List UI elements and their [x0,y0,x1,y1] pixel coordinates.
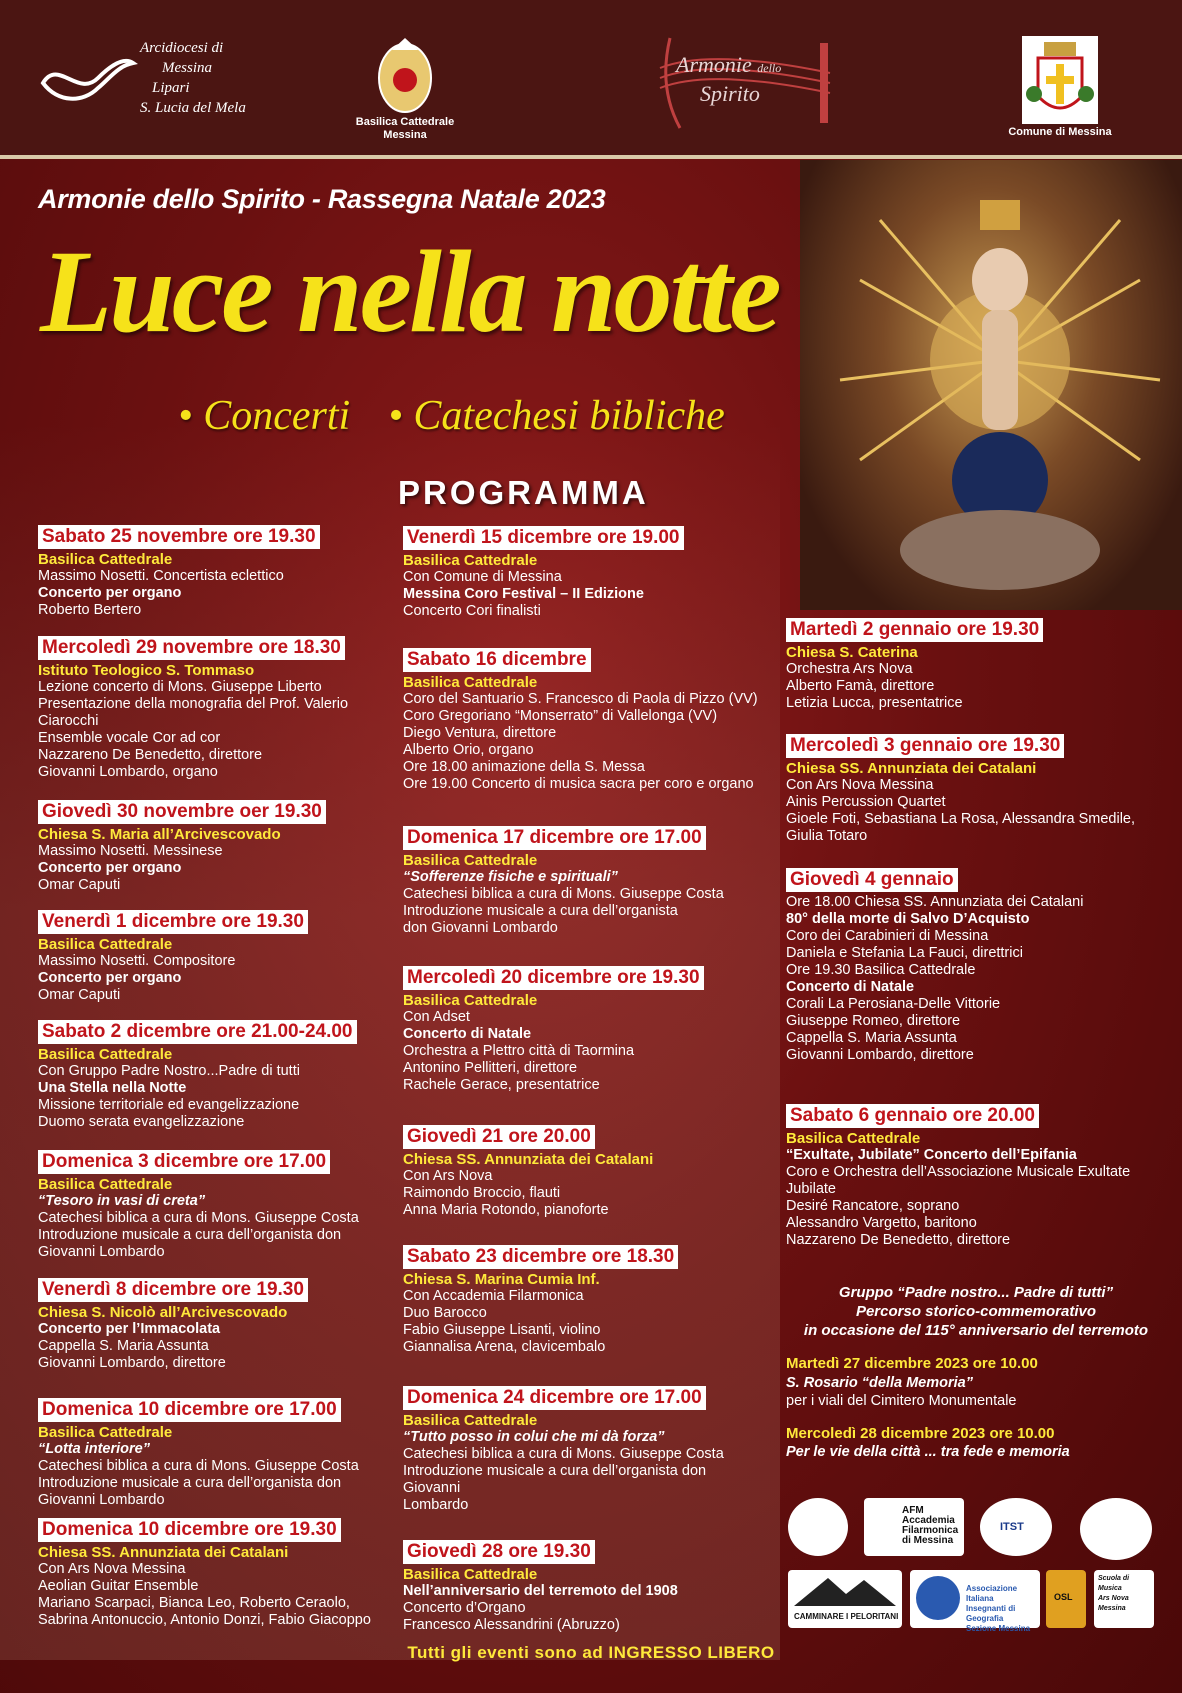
event-detail-line: Desiré Rancatore, soprano [786,1198,960,1214]
event-detail-line: Con Ars Nova Messina [786,777,934,793]
event-venue: Chiesa SS. Annunziata dei Catalani [403,1151,654,1168]
event-detail-line: Giannalisa Arena, clavicembalo [403,1339,606,1355]
event-detail-line: Orchestra Ars Nova [786,661,913,677]
event-item [403,1540,763,1634]
event-detail-line: Concerto di Natale [786,979,915,995]
event-detail-line: Catechesi biblica a cura di Mons. Giuseppe Costa [403,886,724,902]
event-item [786,734,1166,845]
sponsor-camminare: CAMMINARE I PELORITANI [788,1570,902,1628]
event-date: Giovedì 21 ore 20.00 [403,1125,595,1149]
event-item [38,1398,398,1509]
event-detail-line: Nazzareno De Benedetto, direttore [38,747,263,763]
papal-emblem-icon [372,30,438,116]
event-item [38,1020,398,1131]
event-detail-line: Duo Barocco [403,1305,487,1321]
event-venue: Chiesa S. Maria all’Arcivescovado [38,826,281,843]
footer-free-entry: Tutti gli eventi sono ad INGRESSO LIBERO [407,1643,775,1662]
basilica-caption: Basilica Cattedrale Messina [355,116,455,141]
poster-title: Luce nella notte [40,226,779,357]
event-detail-line: don Giovanni Lombardo [403,920,558,936]
event-venue: Basilica Cattedrale [403,852,538,869]
gruppo-line-1b: per i viali del Cimitero Monumentale [786,1393,1017,1409]
event-detail-line: Giulia Totaro [786,828,868,844]
event-detail-line: Introduzione musicale a cura dell’organista don Giovanni [403,1463,707,1496]
sponsor-osl: OSL [1046,1570,1086,1628]
event-item [38,636,398,781]
gruppo-padre-nostro-block: Gruppo “Padre nostro... Padre di tutti” Percorso storico-commemorativo in occasione del 115° anniversario del terremoto [803,1284,1149,1339]
event-date: Martedì 2 gennaio ore 19.30 [786,618,1043,642]
event-detail-line: Orchestra a Plettro città di Taormina [403,1043,635,1059]
event-detail-line: Cappella S. Maria Assunta [786,1030,957,1046]
event-detail-line: Concerto per organo [38,860,182,876]
event-venue: Basilica Cattedrale [38,1424,173,1441]
comune-crest [1022,36,1098,124]
event-date: Venerdì 8 dicembre ore 19.30 [38,1278,308,1302]
event-venue: Basilica Cattedrale [786,1130,921,1147]
event-date: Venerdì 15 dicembre ore 19.00 [403,526,684,550]
event-detail-line: Lombardo [403,1497,469,1513]
event-detail-line: Anna Maria Rotondo, pianoforte [403,1202,609,1218]
event-detail-line: Coro Gregoriano “Monserrato” di Vallelonga (VV) [403,708,718,724]
event-detail-line: Alberto Famà, direttore [786,678,935,694]
event-detail-line: Omar Caputi [38,987,121,1003]
event-detail-line: Concerto di Natale [403,1026,532,1042]
event-detail-line: Antonino Pellitteri, direttore [403,1060,578,1076]
event-detail-line: Alessandro Vargetto, baritono [786,1215,977,1231]
event-venue: Chiesa SS. Annunziata dei Catalani [786,760,1037,777]
event-venue: Basilica Cattedrale [403,552,538,569]
event-series-subtitle: Armonie dello Spirito - Rassegna Natale 2023 [38,184,606,214]
event-detail-line: Coro del Santuario S. Francesco di Paola di Pizzo (VV) [403,691,758,707]
event-detail-line: Gioele Foti, Sebastiana La Rosa, Alessandra Smedile, [786,811,1136,827]
event-detail-line: Presentazione della monografia del Prof. Valerio [38,696,349,712]
event-detail-line: “Lotta interiore” [38,1441,150,1457]
event-detail-line: Catechesi biblica a cura di Mons. Giuseppe Costa [38,1210,359,1226]
event-detail-line: Concerto per organo [38,970,182,986]
event-detail-line: Con Accademia Filarmonica [403,1288,584,1304]
tagline: • Concerti • Catechesi bibliche [178,393,725,439]
sponsor-itst: ITST [980,1498,1052,1556]
event-date: Giovedì 28 ore 19.30 [403,1540,595,1564]
event-detail-line: Introduzione musicale a cura dell’organista [403,903,678,919]
event-detail-line: Introduzione musicale a cura dell’organista don [38,1227,342,1243]
comune-caption: Comune di Messina [1008,126,1112,138]
event-detail-line: Coro e Orchestra dell’Associazione Musicale Exultate [786,1164,1131,1180]
event-venue: Basilica Cattedrale [403,674,538,691]
event-detail-line: Catechesi biblica a cura di Mons. Giuseppe Costa [403,1446,724,1462]
event-detail-line: Coro dei Carabinieri di Messina [786,928,989,944]
sponsor-ars-nova: Scuola di Musica Ars Nova Messina [1094,1570,1154,1628]
event-detail-line: Raimondo Broccio, flauti [403,1185,561,1201]
sponsor-aiig: Associazione Italiana Insegnanti di Geografia Sezione Messina [910,1570,1040,1628]
event-detail-line: Ciarocchi [38,713,99,729]
event-item [403,966,763,1094]
event-detail-line: Concerto per l’Immacolata [38,1321,221,1337]
event-detail-line: Ainis Percussion Quartet [786,794,946,810]
event-detail-line: Massimo Nosetti. Concertista eclettico [38,568,284,584]
event-venue: Chiesa S. Nicolò all’Arcivescovado [38,1304,288,1321]
event-date: Mercoledì 3 gennaio ore 19.30 [786,734,1064,758]
event-date: Mercoledì 20 dicembre ore 19.30 [403,966,704,990]
event-detail-line: Nazzareno De Benedetto, direttore [786,1232,1011,1248]
event-item [38,1518,398,1629]
event-date: Sabato 16 dicembre [403,648,591,672]
event-detail-line: 80° della morte di Salvo D’Acquisto [786,911,1030,927]
event-venue: Chiesa SS. Annunziata dei Catalani [38,1544,289,1561]
event-venue: Basilica Cattedrale [403,1566,538,1583]
event-detail-line: “Tutto posso in colui che mi dà forza” [403,1429,665,1445]
event-item [786,618,1166,712]
event-detail-line: Concerto d’Organo [403,1600,526,1616]
arcidiocesi-logo-text: Arcidiocesi di Messina Lipari S. Lucia del Mela [140,40,246,116]
event-date: Domenica 3 dicembre ore 17.00 [38,1150,330,1174]
event-detail-line: Con Ars Nova [403,1168,493,1184]
event-detail-line: Jubilate [786,1181,836,1197]
event-detail-line: Mariano Scarpaci, Bianca Leo, Roberto Ceraolo, [38,1595,350,1611]
event-detail-line: Con Gruppo Padre Nostro...Padre di tutti [38,1063,300,1079]
event-venue: Chiesa S. Caterina [786,644,918,661]
event-item [403,648,763,793]
dove-logo-icon [38,48,138,108]
event-venue: Basilica Cattedrale [38,1046,173,1063]
event-detail-line: Ore 19.00 Concerto di musica sacra per coro e organo [403,776,754,792]
event-detail-line: Corali La Perosiana-Delle Vittorie [786,996,1001,1012]
event-detail-line: Introduzione musicale a cura dell’organista don [38,1475,342,1491]
gruppo-line-1a: S. Rosario “della Memoria” [786,1375,973,1391]
event-item [786,868,1166,1064]
event-item [38,1278,398,1372]
event-item [786,1104,1166,1249]
event-detail-line: Lezione concerto di Mons. Giuseppe Liberto [38,679,322,695]
event-venue: Basilica Cattedrale [38,936,173,953]
event-detail-line: Con Ars Nova Messina [38,1561,186,1577]
event-item [38,910,398,1004]
event-detail-line: “Exultate, Jubilate” Concerto dell’Epifania [786,1147,1077,1163]
event-detail-line: “Tesoro in vasi di creta” [38,1193,206,1209]
event-detail-line: Concerto Cori finalisti [403,603,541,619]
event-venue: Basilica Cattedrale [38,551,173,568]
event-detail-line: Roberto Bertero [38,602,142,618]
sponsor-logos [788,1498,1168,1633]
event-item [403,1125,763,1219]
event-detail-line: Giuseppe Romeo, direttore [786,1013,961,1029]
event-date: Giovedì 4 gennaio [786,868,958,892]
gruppo-date-1: Martedì 27 dicembre 2023 ore 10.00 [786,1355,1038,1372]
gesu-bambino-statue-image [800,160,1182,610]
event-detail-line: Catechesi biblica a cura di Mons. Giuseppe Costa [38,1458,359,1474]
event-date: Domenica 10 dicembre ore 19.30 [38,1518,341,1542]
event-venue: Chiesa S. Marina Cumia Inf. [403,1271,600,1288]
event-date: Domenica 24 dicembre ore 17.00 [403,1386,706,1410]
event-date: Domenica 10 dicembre ore 17.00 [38,1398,341,1422]
event-venue: Istituto Teologico S. Tommaso [38,662,255,679]
event-date: Sabato 25 novembre ore 19.30 [38,525,320,549]
event-date: Mercoledì 29 novembre ore 18.30 [38,636,345,660]
header-bar [0,0,1182,159]
statue-icon [800,160,1182,610]
event-detail-line: Cappella S. Maria Assunta [38,1338,209,1354]
event-detail-line: Giovanni Lombardo, organo [38,764,218,780]
event-date: Venerdì 1 dicembre ore 19.30 [38,910,308,934]
event-detail-line: Diego Ventura, direttore [403,725,557,741]
event-detail-line: Daniela e Stefania La Fauci, direttrici [786,945,1023,961]
event-detail-line: Con Adset [403,1009,470,1025]
event-date: Sabato 6 gennaio ore 20.00 [786,1104,1039,1128]
event-item [38,1150,398,1261]
crest-icon [1022,36,1098,124]
event-detail-line: Alberto Orio, organo [403,742,534,758]
event-detail-line: Sabrina Antonuccio, Antonio Donzi, Fabio Giacoppo [38,1612,371,1628]
event-detail-line: Ensemble vocale Cor ad cor [38,730,221,746]
event-date: Sabato 23 dicembre ore 18.30 [403,1245,678,1269]
event-item [403,526,763,620]
event-detail-line: Francesco Alessandrini (Abruzzo) [403,1617,620,1633]
event-date: Sabato 2 dicembre ore 21.00-24.00 [38,1020,357,1044]
event-detail-line: Giovanni Lombardo, direttore [38,1355,226,1371]
event-detail-line: Omar Caputi [38,877,121,893]
event-detail-line: Fabio Giuseppe Lisanti, violino [403,1322,601,1338]
event-item [403,826,763,937]
sponsor-pedagogia-seal-icon [1080,1498,1152,1560]
event-detail-line: Giovanni Lombardo [38,1244,165,1260]
event-item [38,525,398,619]
event-date: Giovedì 30 novembre oer 19.30 [38,800,326,824]
event-venue: Basilica Cattedrale [403,992,538,1009]
event-detail-line: Duomo serata evangelizzazione [38,1114,245,1130]
event-detail-line: Massimo Nosetti. Compositore [38,953,236,969]
armonie-logo-text: Armonie dello Spirito [676,52,782,106]
event-detail-line: “Sofferenze fisiche e spirituali” [403,869,618,885]
event-item [403,1245,763,1356]
event-detail-line: Giovanni Lombardo [38,1492,165,1508]
event-venue: Basilica Cattedrale [403,1412,538,1429]
event-detail-line: Ore 19.30 Basilica Cattedrale [786,962,976,978]
event-detail-line: Messina Coro Festival – II Edizione [403,586,644,602]
gruppo-line-2: Per le vie della città ... tra fede e memoria [786,1444,1070,1460]
event-date: Domenica 17 dicembre ore 17.00 [403,826,706,850]
event-detail-line: Ore 18.00 Chiesa SS. Annunziata dei Catalani [786,894,1084,910]
event-detail-line: Nell’anniversario del terremoto del 1908 [403,1583,678,1599]
event-detail-line: Con Comune di Messina [403,569,562,585]
event-detail-line: Letizia Lucca, presentatrice [786,695,963,711]
event-detail-line: Ore 18.00 animazione della S. Messa [403,759,645,775]
sponsor-afm: AFM Accademia Filarmonica di Messina [864,1498,964,1556]
event-item [403,1386,763,1514]
mountain-icon [788,1570,902,1610]
programma-heading: PROGRAMMA [398,474,649,511]
event-item [38,800,398,894]
event-detail-line: Aeolian Guitar Ensemble [38,1578,199,1594]
event-detail-line: Concerto per organo [38,585,182,601]
gruppo-date-2: Mercoledì 28 dicembre 2023 ore 10.00 [786,1425,1055,1442]
event-detail-line: Giovanni Lombardo, direttore [786,1047,974,1063]
event-detail-line: Una Stella nella Notte [38,1080,187,1096]
sponsor-seal-icon [788,1498,848,1556]
event-detail-line: Missione territoriale ed evangelizzazione [38,1097,300,1113]
event-detail-line: Rachele Gerace, presentatrice [403,1077,600,1093]
event-detail-line: Massimo Nosetti. Messinese [38,843,223,859]
event-venue: Basilica Cattedrale [38,1176,173,1193]
